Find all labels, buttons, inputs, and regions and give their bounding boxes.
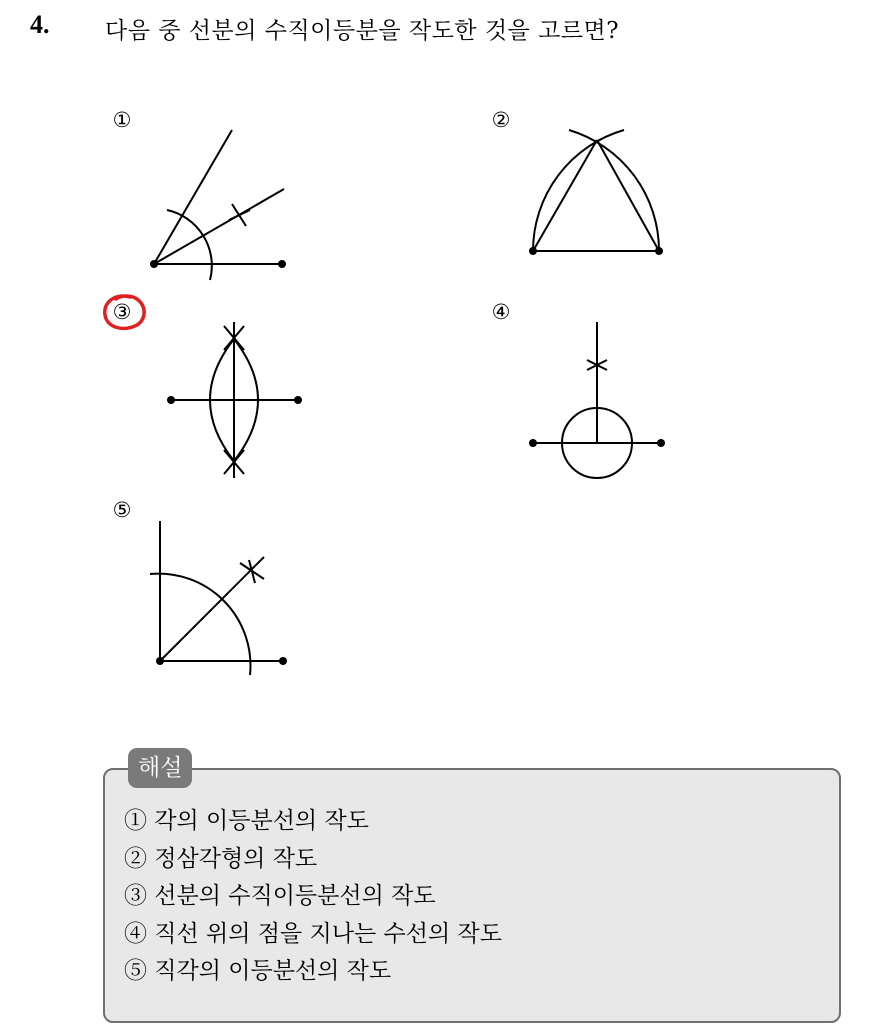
explanation-tab: 해설 [128,748,192,788]
question-number: 4. [30,10,50,39]
option-5-label[interactable]: ⑤ [112,498,132,522]
option-3-label[interactable]: ③ [112,300,132,324]
question-text: 다음 중 선분의 수직이등분을 작도한 것을 고르면? [105,18,620,44]
explanation-line: ② 정삼각형의 작도 [124,845,318,872]
explanation-line: ① 각의 이등분선의 작도 [124,808,369,834]
option-1-label[interactable]: ① [112,108,132,132]
explanation-line: ⑤ 직각의 이등분선의 작도 [124,958,392,984]
explanation-list [124,803,502,991]
explanation-line: ④ 직선 위의 점을 지나는 수선의 작도 [124,920,502,947]
option-4-label[interactable]: ④ [491,300,511,324]
explanation-line: ③ 선분의 수직이등분선의 작도 [124,883,436,909]
option-2-label[interactable]: ② [491,108,511,132]
